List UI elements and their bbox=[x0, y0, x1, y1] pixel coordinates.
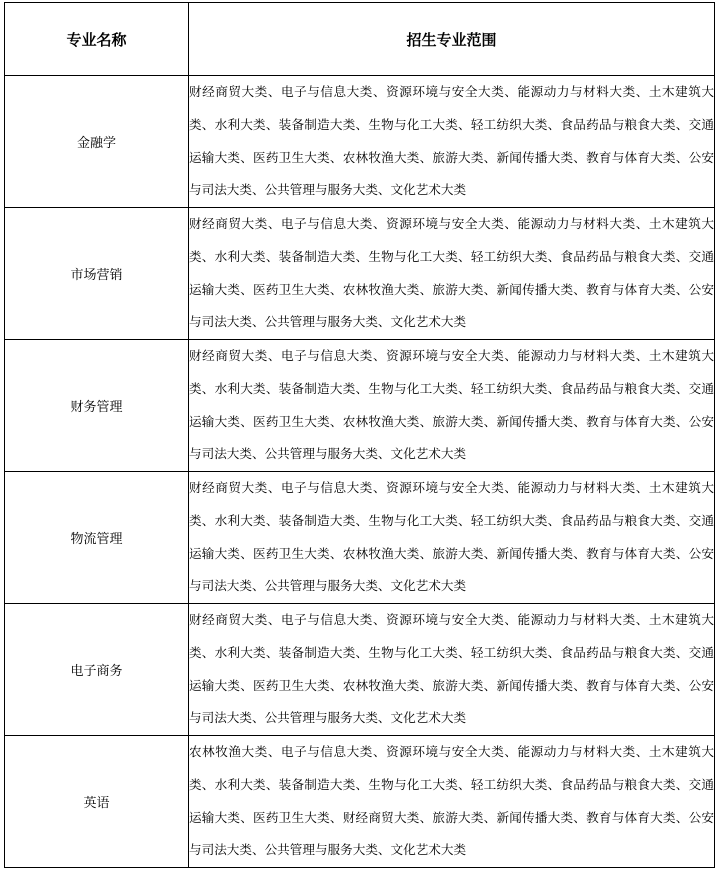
header-major-name: 专业名称 bbox=[5, 3, 189, 76]
table-row bbox=[5, 208, 715, 340]
table-row bbox=[5, 472, 715, 604]
major-name-cell: 物流管理 bbox=[5, 472, 189, 604]
table-row bbox=[5, 76, 715, 208]
table-header bbox=[5, 3, 715, 76]
table-body bbox=[5, 76, 715, 868]
major-name-cell: 金融学 bbox=[5, 76, 189, 208]
table-row bbox=[5, 736, 715, 868]
enrollment-scope-cell: 财经商贸大类、电子与信息大类、资源环境与安全大类、能源动力与材料大类、土木建筑大类、水利大类、装备制造大类、生物与化工大类、轻工纺织大类、食品药品与粮食大类、交通运输大类、医药卫生大类、农林牧渔大类、旅游大类、新闻传播大类、教育与体育大类、公安与司法大类、公共管理与服务大类、文化艺术大类 bbox=[189, 208, 715, 340]
major-name-cell: 财务管理 bbox=[5, 340, 189, 472]
major-name-cell: 电子商务 bbox=[5, 604, 189, 736]
enrollment-scope-cell: 财经商贸大类、电子与信息大类、资源环境与安全大类、能源动力与材料大类、土木建筑大类、水利大类、装备制造大类、生物与化工大类、轻工纺织大类、食品药品与粮食大类、交通运输大类、医药卫生大类、农林牧渔大类、旅游大类、新闻传播大类、教育与体育大类、公安与司法大类、公共管理与服务大类、文化艺术大类 bbox=[189, 604, 715, 736]
table-row bbox=[5, 340, 715, 472]
table-row bbox=[5, 604, 715, 736]
enrollment-scope-cell: 财经商贸大类、电子与信息大类、资源环境与安全大类、能源动力与材料大类、土木建筑大类、水利大类、装备制造大类、生物与化工大类、轻工纺织大类、食品药品与粮食大类、交通运输大类、医药卫生大类、农林牧渔大类、旅游大类、新闻传播大类、教育与体育大类、公安与司法大类、公共管理与服务大类、文化艺术大类 bbox=[189, 472, 715, 604]
header-enrollment-scope: 招生专业范围 bbox=[189, 3, 715, 76]
major-name-cell: 英语 bbox=[5, 736, 189, 868]
major-name-cell: 市场营销 bbox=[5, 208, 189, 340]
enrollment-scope-cell: 财经商贸大类、电子与信息大类、资源环境与安全大类、能源动力与材料大类、土木建筑大类、水利大类、装备制造大类、生物与化工大类、轻工纺织大类、食品药品与粮食大类、交通运输大类、医药卫生大类、农林牧渔大类、旅游大类、新闻传播大类、教育与体育大类、公安与司法大类、公共管理与服务大类、文化艺术大类 bbox=[189, 76, 715, 208]
enrollment-scope-cell: 财经商贸大类、电子与信息大类、资源环境与安全大类、能源动力与材料大类、土木建筑大类、水利大类、装备制造大类、生物与化工大类、轻工纺织大类、食品药品与粮食大类、交通运输大类、医药卫生大类、农林牧渔大类、旅游大类、新闻传播大类、教育与体育大类、公安与司法大类、公共管理与服务大类、文化艺术大类 bbox=[189, 340, 715, 472]
enrollment-scope-cell: 农林牧渔大类、电子与信息大类、资源环境与安全大类、能源动力与材料大类、土木建筑大类、水利大类、装备制造大类、生物与化工大类、轻工纺织大类、食品药品与粮食大类、交通运输大类、医药卫生大类、财经商贸大类、旅游大类、新闻传播大类、教育与体育大类、公安与司法大类、公共管理与服务大类、文化艺术大类 bbox=[189, 736, 715, 868]
header-row bbox=[5, 3, 715, 76]
admissions-table bbox=[4, 2, 715, 868]
